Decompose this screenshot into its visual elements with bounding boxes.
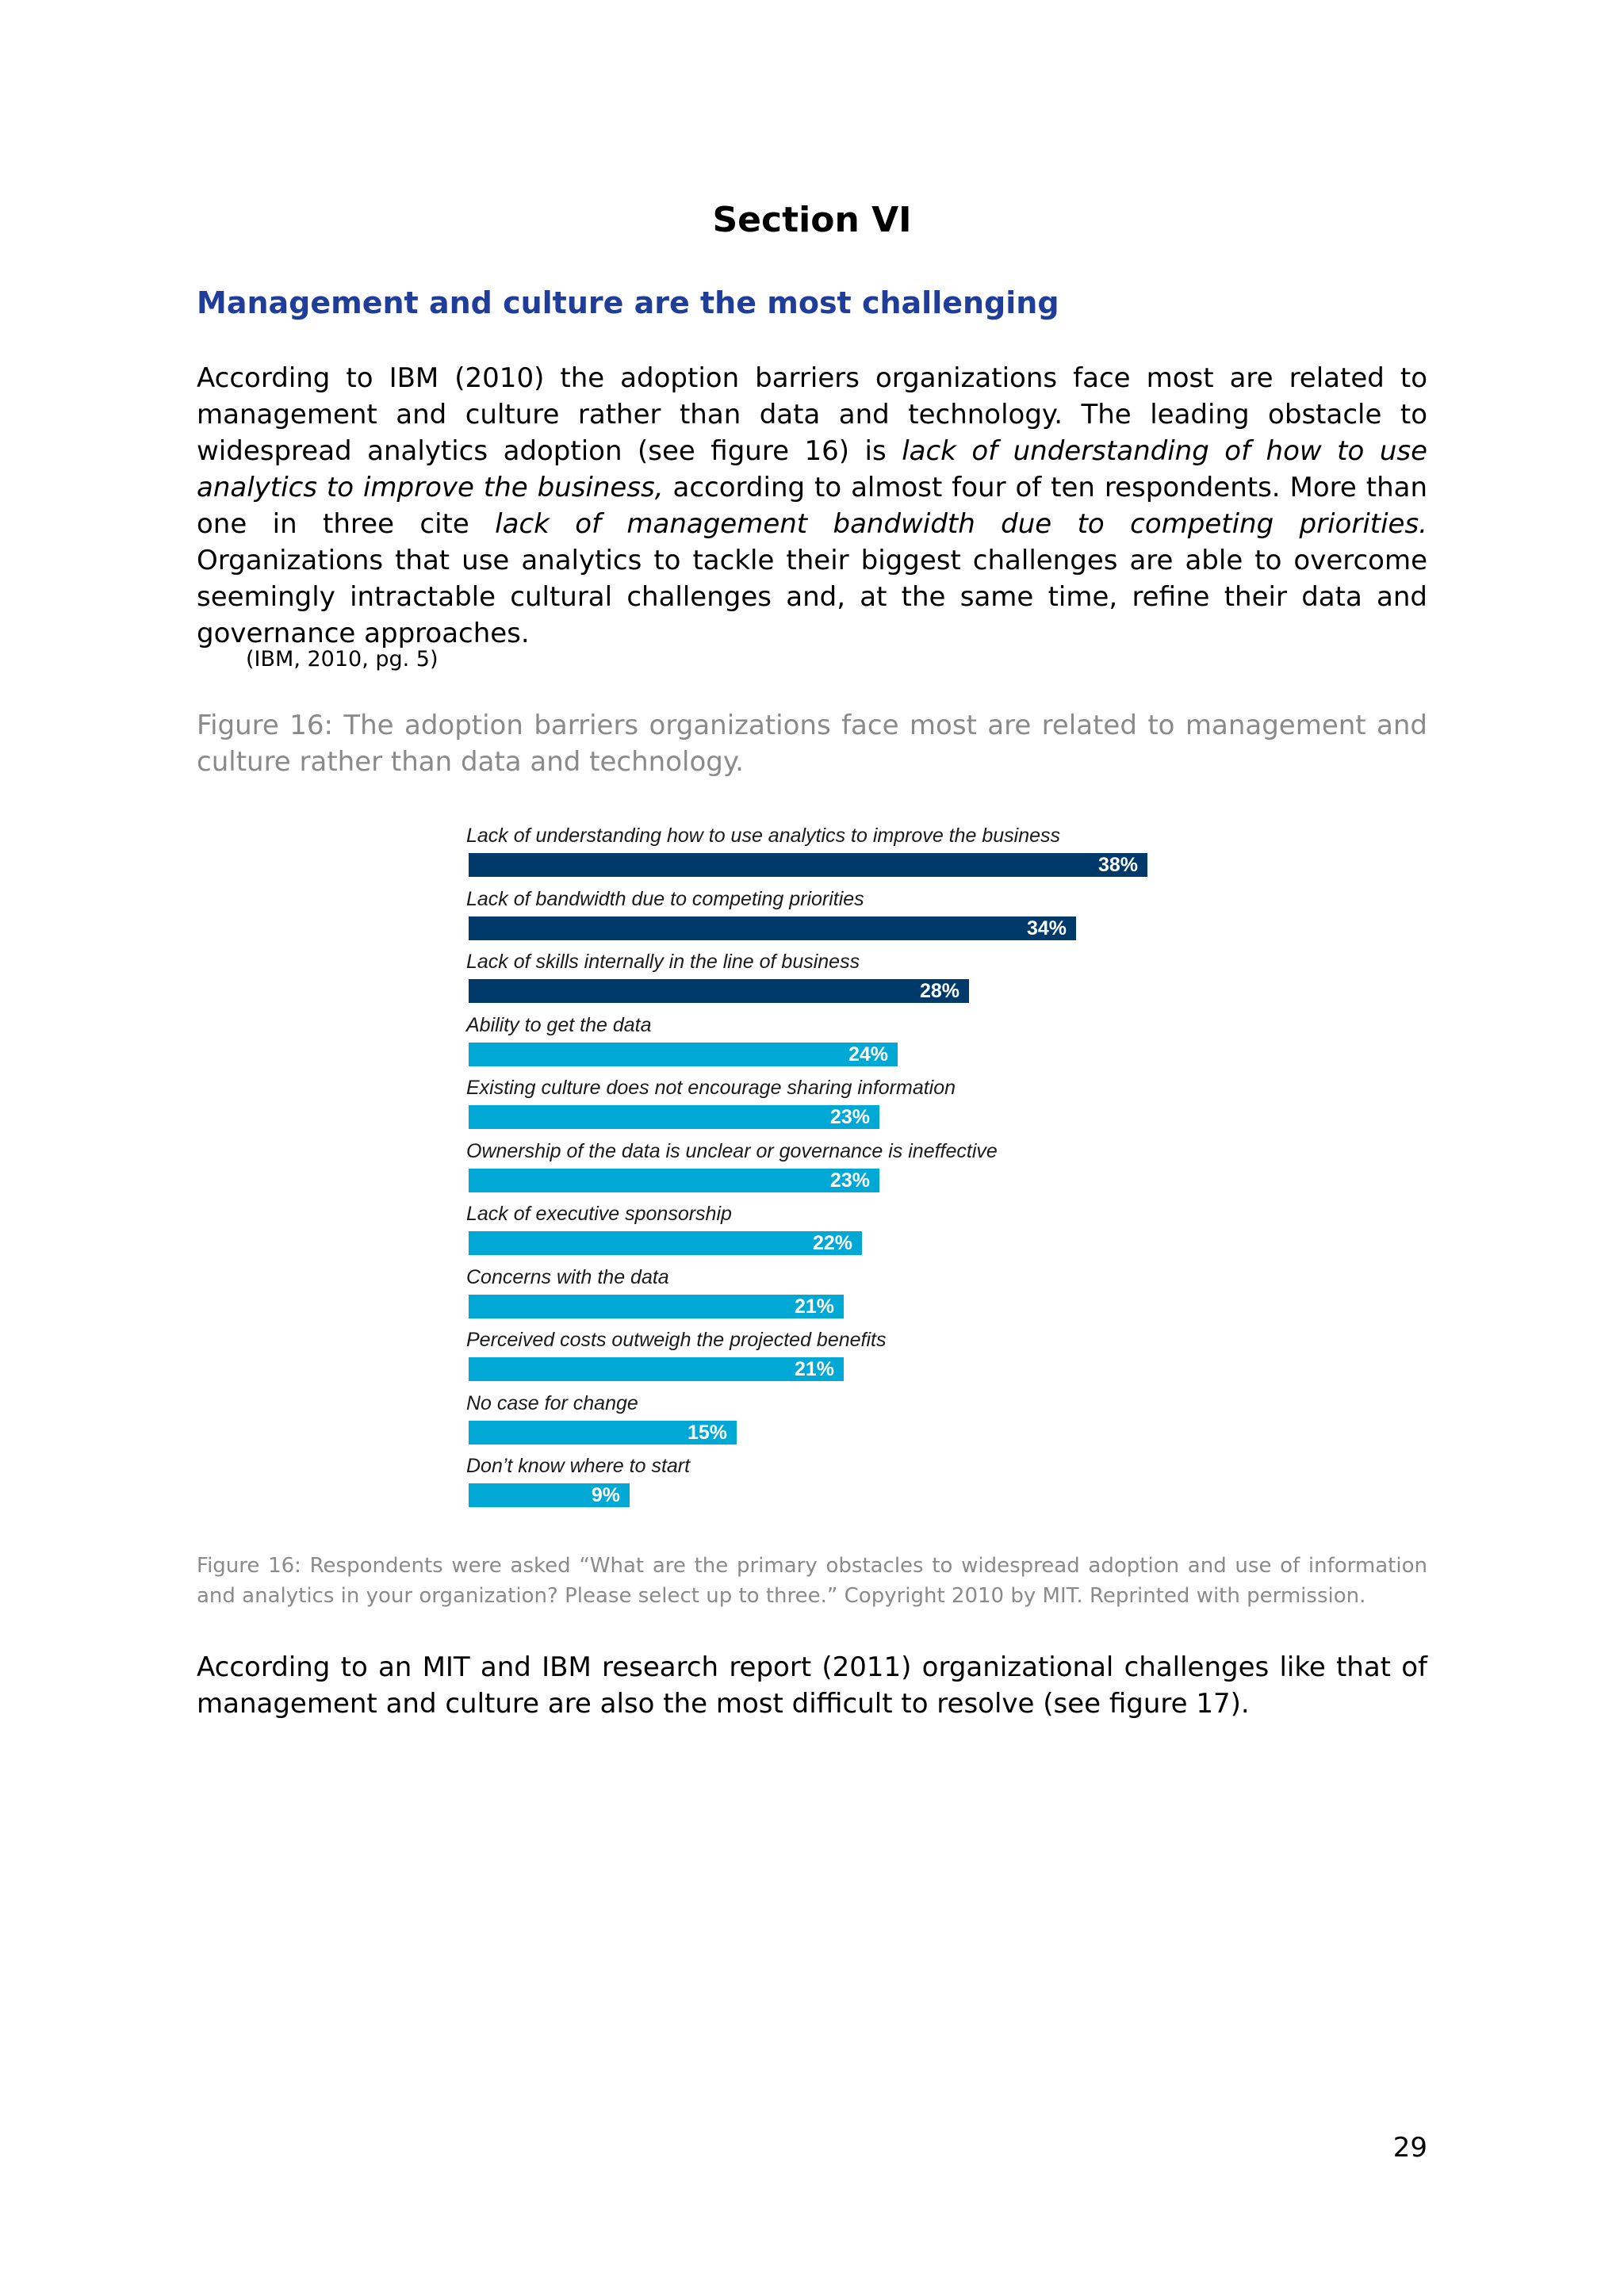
bar [469, 1421, 737, 1445]
bar [469, 1231, 862, 1255]
para1-italic-1: lack of understanding of how to use analytics to improve the business, [197, 435, 1427, 503]
bar [469, 1169, 879, 1192]
bar-value-label: 22% [812, 1232, 852, 1254]
bar-value-label: 23% [829, 1169, 870, 1192]
bar [469, 853, 1147, 877]
body-paragraph-2: According to an MIT and IBM research report (2011) organizational challenges like that of management and culture are also the most difficult to resolve (see figure 17). [197, 1651, 1427, 1720]
bar-value-label: 23% [829, 1106, 870, 1128]
bar-label: Ability to get the data [466, 1013, 652, 1036]
bar [469, 1105, 879, 1129]
bar-value-label: 15% [687, 1421, 727, 1444]
bar [469, 1357, 844, 1381]
para1-text-2: according to almost four of ten respondents. More than one in three cite [197, 472, 1428, 540]
bar-value-label: 34% [1026, 916, 1067, 939]
para1-italic-2: lack of management bandwidth due to competing priorities. [495, 508, 1427, 540]
bar-value-label: 9% [591, 1484, 620, 1506]
figure-notes: Figure 16: Respondents were asked “What are the primary obstacles to widespread adoption and use of information and analytics in your organization? Please select up to three.” Copyright 2010 by MIT. Reprinted with permission. [197, 1554, 1427, 1608]
page-number: 29 [1392, 2132, 1427, 2164]
citation: (IBM, 2010, pg. 5) [246, 647, 439, 672]
bar-label: Existing culture does not encourage sharing information [466, 1077, 956, 1099]
bar-value-label: 21% [794, 1295, 834, 1318]
bar-label: Don’t know where to start [466, 1455, 691, 1477]
bar-label: Lack of executive sponsorship [466, 1203, 732, 1225]
bar-label: Concerns with the data [466, 1265, 669, 1288]
bar-label: Lack of understanding how to use analytics to improve the business [466, 825, 1061, 847]
bar-value-label: 38% [1097, 854, 1138, 876]
bar [469, 979, 969, 1003]
bar-label: No case for change [466, 1391, 638, 1414]
para1-text-3: Organizations that use analytics to tackle their biggest challenges are able to overcome seemingly intractable cultural challenges and, at the same time, refine their data and governance approaches. [197, 545, 1427, 649]
sub-heading: Management and culture are the most challenging [197, 285, 1059, 320]
bar-label: Ownership of the data is unclear or governance is ineffective [466, 1139, 998, 1162]
bar [469, 1483, 630, 1507]
section-heading: Section VI [712, 200, 912, 240]
bar [469, 1043, 898, 1066]
figure-caption: Figure 16: The adoption barriers organizations face most are related to management and culture rather than data and technology. [197, 710, 1427, 778]
para1-text-1: According to IBM (2010) the adoption barriers organizations face most are related to management and culture rather than data and technology. The leading obstacle to widespread analytics adoption (see figure 16) is [197, 362, 1427, 467]
bar-value-label: 21% [794, 1358, 834, 1380]
bar [469, 916, 1076, 940]
body-paragraph-1 [197, 360, 1427, 652]
bar-value-label: 24% [848, 1043, 888, 1066]
bar-label: Perceived costs outweigh the projected benefits [466, 1329, 887, 1351]
bar [469, 1295, 844, 1318]
bar-value-label: 28% [919, 980, 959, 1002]
bar-label: Lack of skills internally in the line of business [466, 951, 860, 973]
bar-label: Lack of bandwidth due to competing priorities [466, 887, 864, 910]
